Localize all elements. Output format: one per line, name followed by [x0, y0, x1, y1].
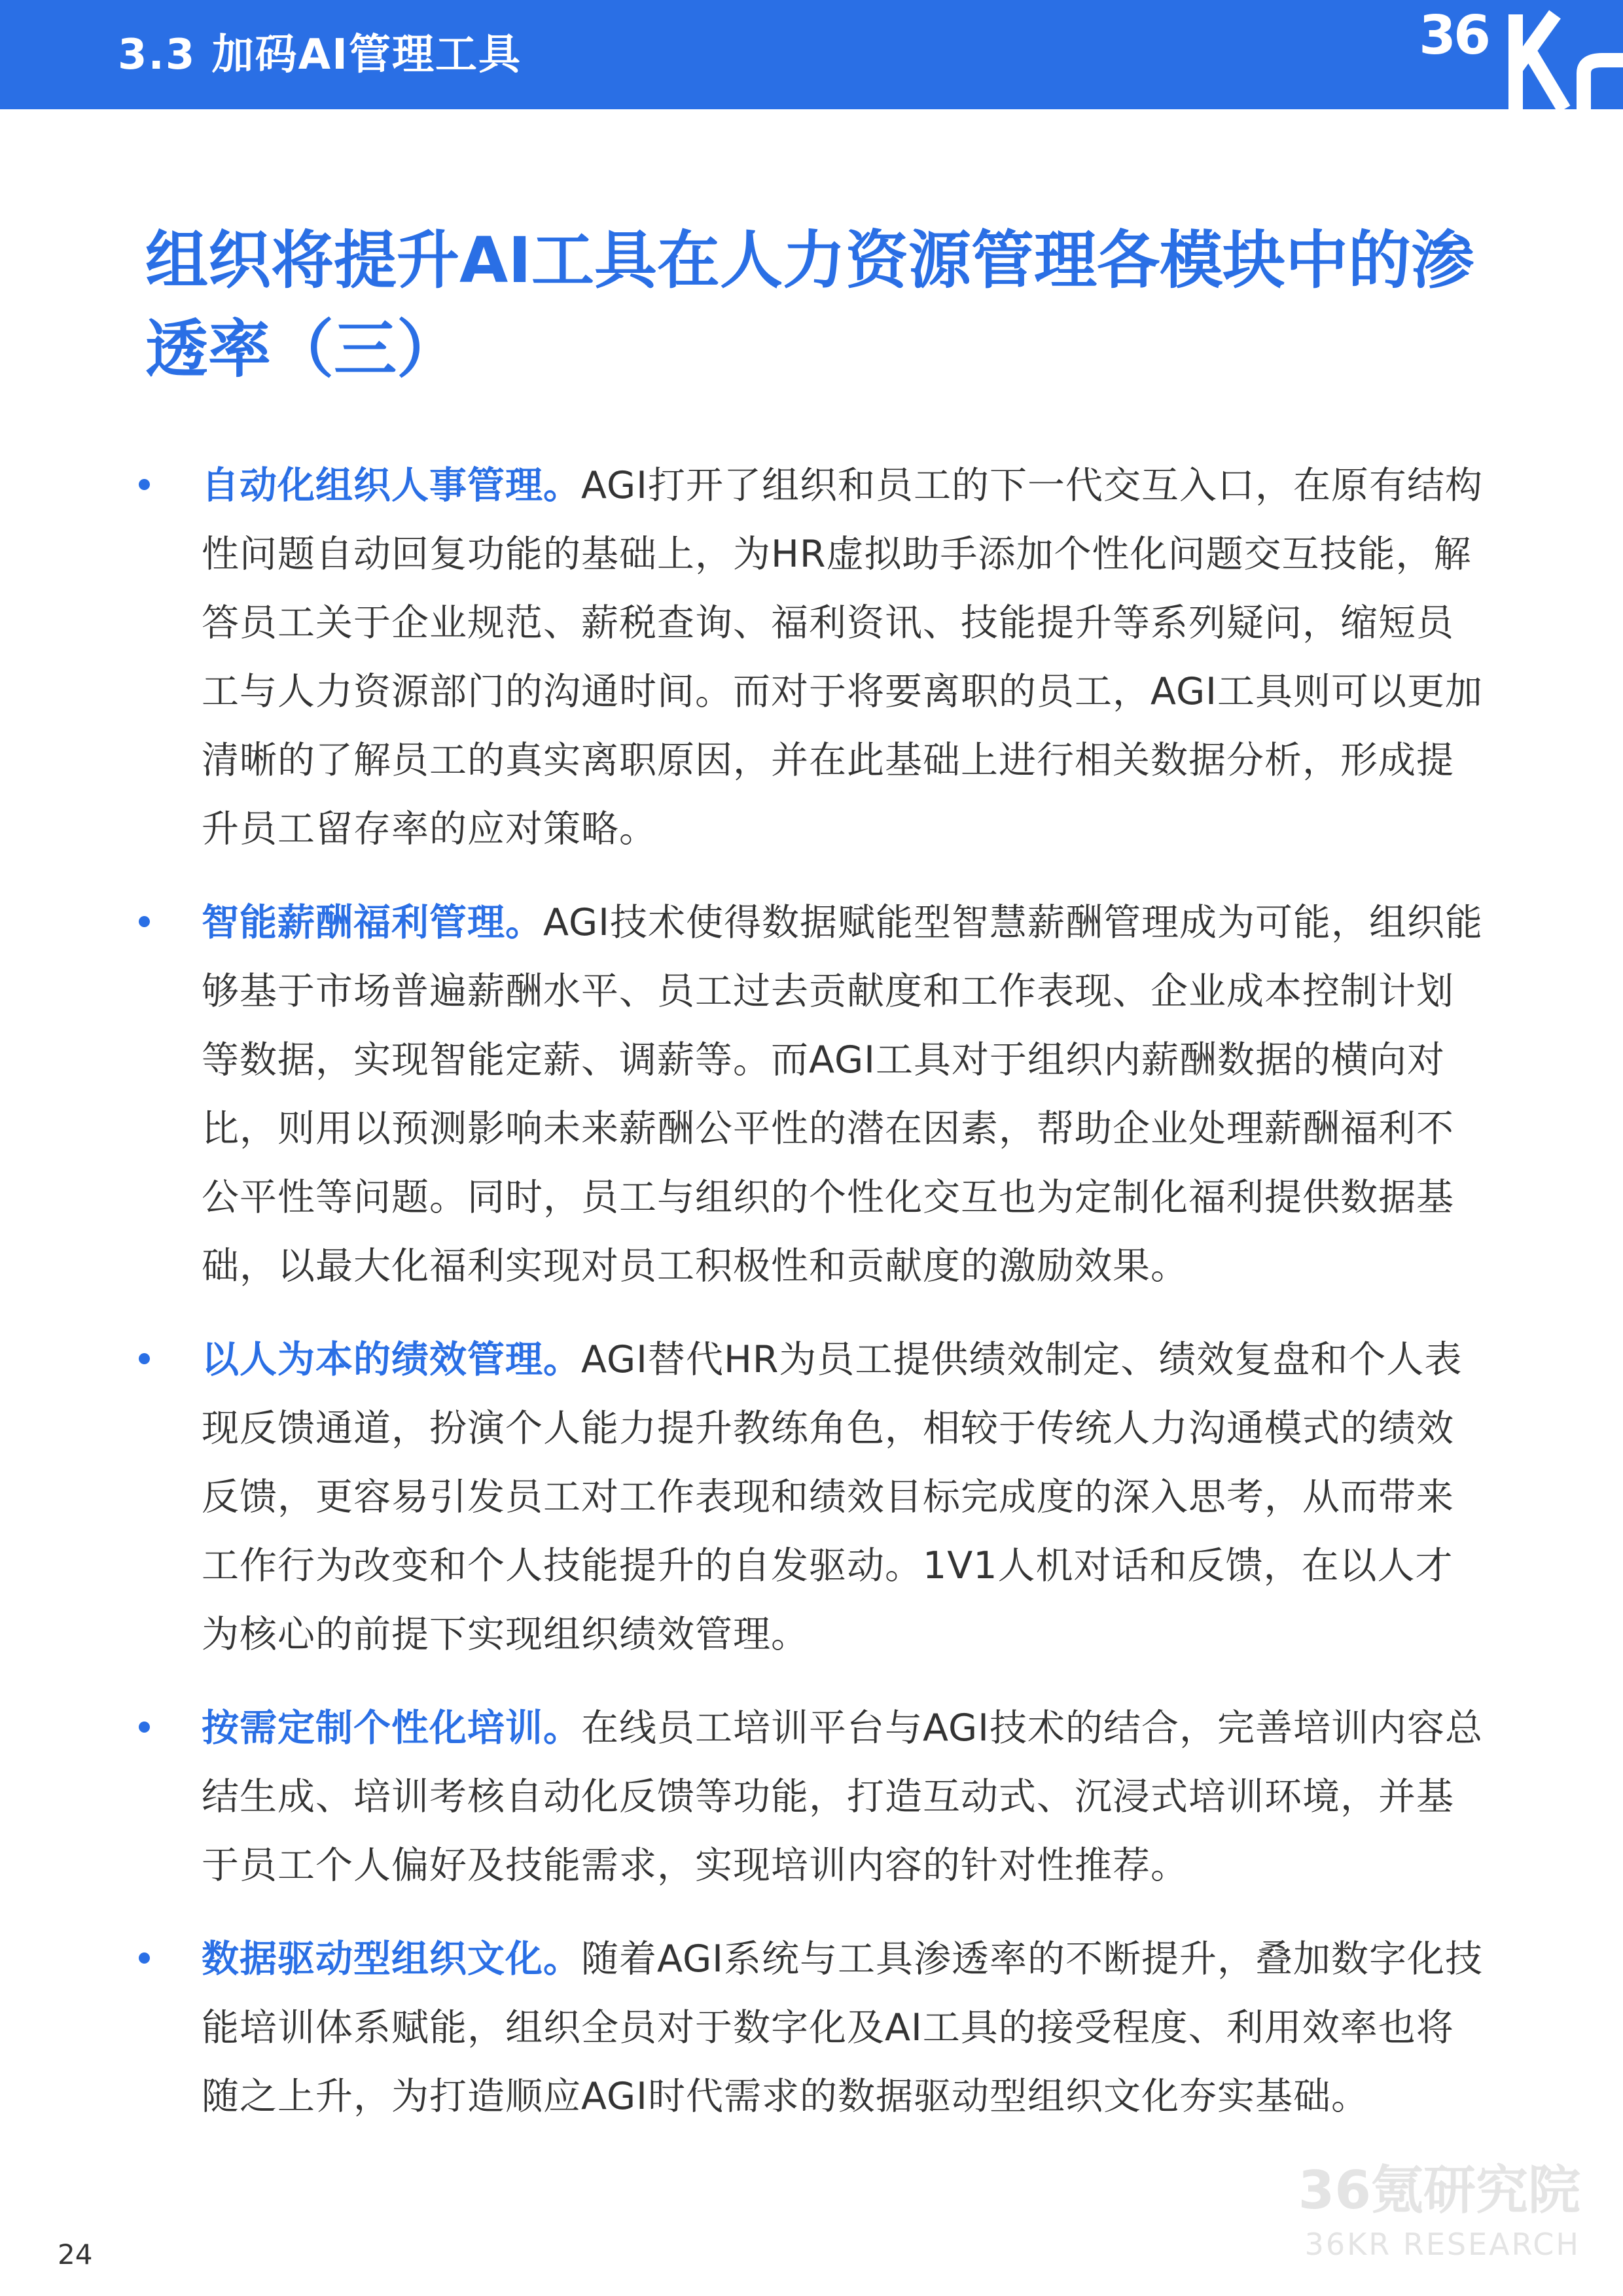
item-paragraph	[202, 1694, 1484, 1900]
bullet-dot-icon	[139, 916, 150, 927]
item-paragraph	[202, 889, 1484, 1301]
watermark-subtitle: 36KR RESEARCH	[1304, 2227, 1580, 2262]
bullet-dot-icon	[139, 1722, 150, 1733]
item-title: 智能薪酬福利管理。	[202, 901, 543, 944]
svg-text:36: 36	[1419, 5, 1489, 67]
item-title: 数据驱动型组织文化。	[202, 1937, 581, 1981]
item-body: AGI替代HR为员工提供绩效制定、绩效复盘和个人表现反馈通道，扮演个人能力提升教练角色，相较于传统人力沟通模式的绩效反馈，更容易引发员工对工作表现和绩效目标完成度的深入思考，从而带来工作行为改变和个人技能提升的自发驱动。1V1人机对话和反馈，在以人才为核心的前提下实现组织绩效管理。	[202, 1338, 1463, 1656]
item-title: 自动化组织人事管理。	[202, 464, 581, 507]
item-paragraph	[202, 1326, 1484, 1669]
list-item	[0, 889, 1623, 1301]
item-body: 在线员工培训平台与AGI技术的结合，完善培训内容总结生成、培训考核自动化反馈等功能，打造互动式、沉浸式培训环境，并基于员工个人偏好及技能需求，实现培训内容的针对性推荐。	[202, 1706, 1483, 1887]
list-item	[0, 1326, 1623, 1669]
item-paragraph	[202, 1925, 1484, 2131]
page-title: 组织将提升AI工具在人力资源管理各模块中的渗透率（三）	[145, 224, 1474, 386]
section-label: 3.3 加码AI管理工具	[118, 31, 522, 79]
list-item	[0, 1925, 1623, 2131]
bullet-dot-icon	[139, 479, 150, 490]
list-item	[0, 1694, 1623, 1900]
bullet-list	[0, 451, 1623, 2156]
list-item	[0, 451, 1623, 864]
page-number: 24	[58, 2238, 93, 2270]
item-body: AGI打开了组织和员工的下一代交互入口，在原有结构性问题自动回复功能的基础上，为HR虚拟助手添加个性化问题交互技能，解答员工关于企业规范、薪税查询、福利资讯、技能提升等系列疑问，缩短员工与人力资源部门的沟通时间。而对于将要离职的员工，AGI工具则可以更加清晰的了解员工的真实离职原因，并在此基础上进行相关数据分析，形成提升员工留存率的应对策略。	[202, 464, 1483, 851]
item-paragraph	[202, 451, 1484, 864]
watermark-title: 36氪研究院	[1298, 2160, 1580, 2221]
bullet-dot-icon	[139, 1952, 150, 1964]
item-title: 按需定制个性化培训。	[202, 1706, 581, 1750]
item-body: 随着AGI系统与工具渗透率的不断提升，叠加数字化技能培训体系赋能，组织全员对于数字化及AI工具的接受程度、利用效率也将随之上升，为打造顺应AGI时代需求的数据驱动型组织文化夯实基础。	[202, 1937, 1483, 2118]
item-title: 以人为本的绩效管理。	[202, 1338, 581, 1381]
36kr-logo-mark	[1399, 0, 1623, 109]
bullet-dot-icon	[139, 1353, 150, 1364]
item-body: AGI技术使得数据赋能型智慧薪酬管理成为可能，组织能够基于市场普遍薪酬水平、员工过去贡献度和工作表现、企业成本控制计划等数据，实现智能定薪、调薪等。而AGI工具对于组织内薪酬数据的横向对比，则用以预测影响未来薪酬公平性的潜在因素，帮助企业处理薪酬福利不公平性等问题。同时，员工与组织的个性化交互也为定制化福利提供数据基础，以最大化福利实现对员工积极性和贡献度的激励效果。	[202, 901, 1483, 1288]
36kr-logo	[1399, 0, 1623, 109]
